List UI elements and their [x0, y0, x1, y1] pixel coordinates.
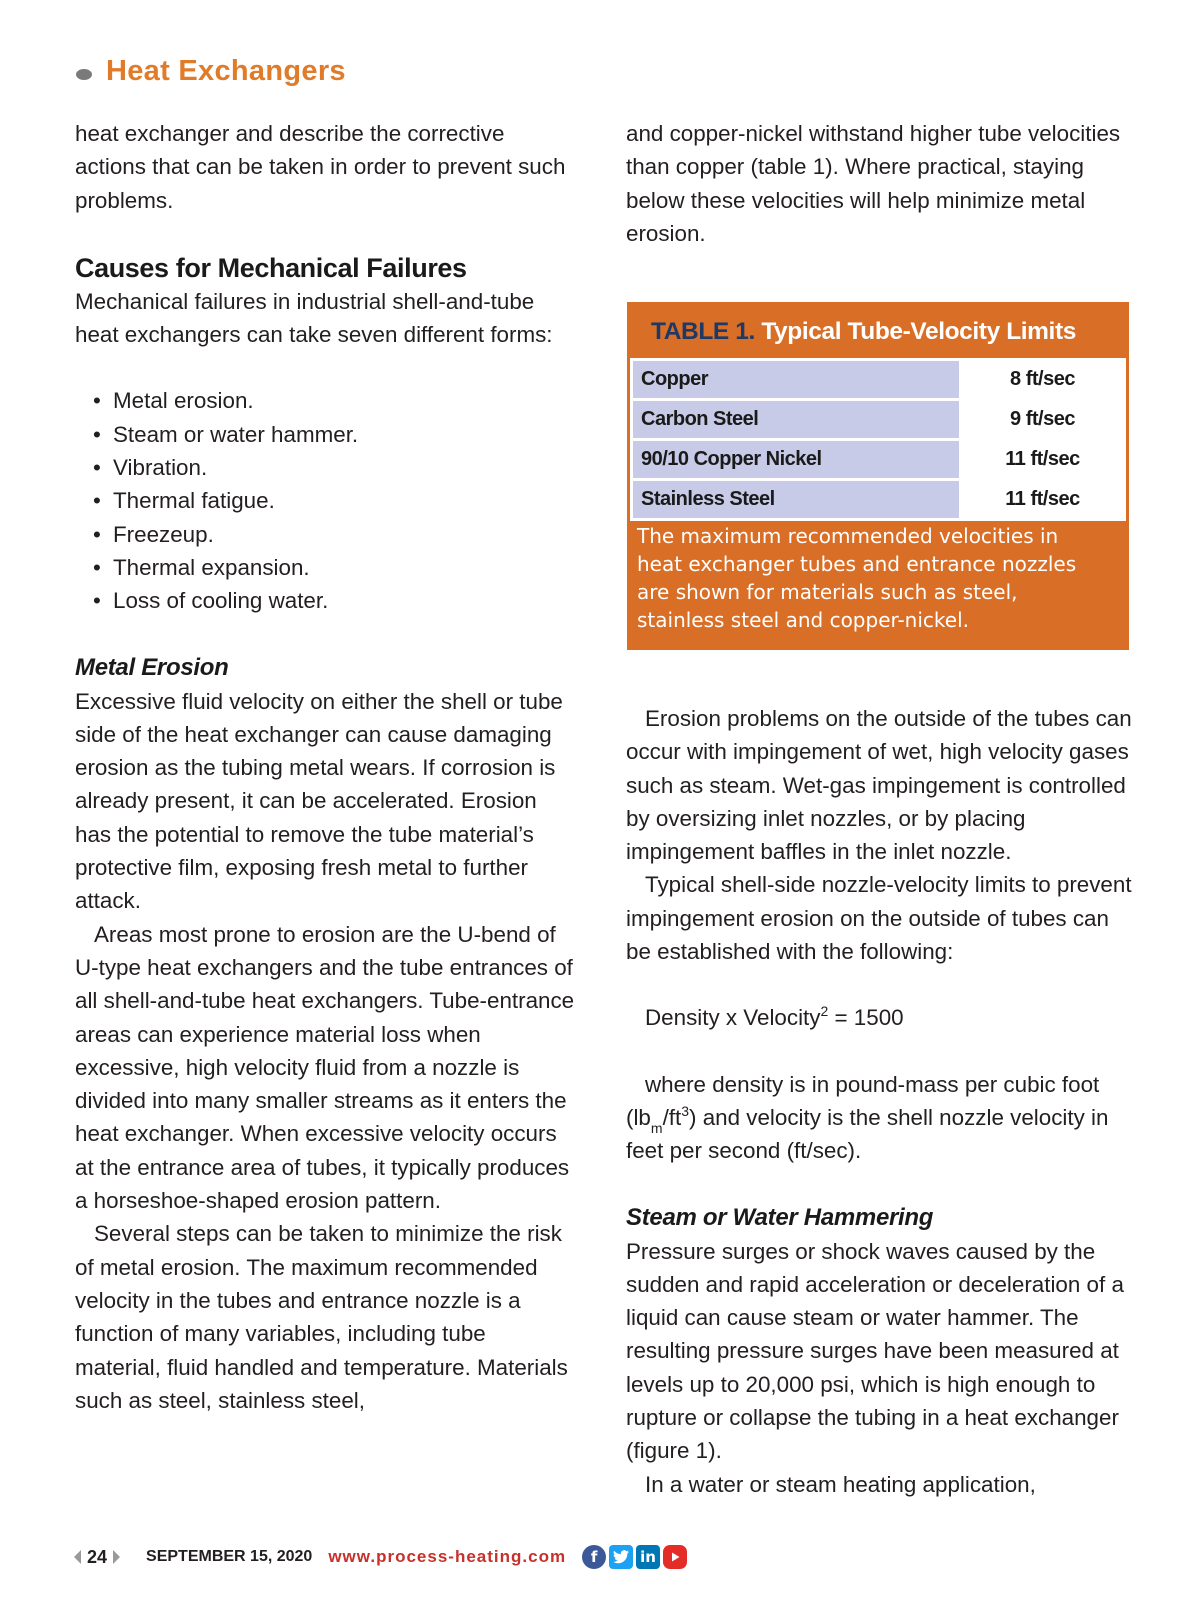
formula-left: Density x Velocity — [645, 1005, 821, 1031]
metal-erosion-heading: Metal Erosion — [75, 653, 229, 681]
explanation-text: ) and velocity is the shell nozzle velocity in feet per second (ft/sec). — [626, 1104, 1109, 1164]
table-row — [632, 440, 1125, 480]
list-item: • Thermal fatigue. — [93, 484, 575, 517]
nozzle-limits-paragraph: Typical shell-side nozzle-velocity limits to prevent impingement erosion on the outside of tubes can be established with the following: — [626, 872, 1132, 965]
list-item: • Vibration. — [93, 451, 575, 484]
table-row — [632, 360, 1125, 400]
table-label-text: Typical Tube-Velocity Limits — [761, 318, 1076, 345]
page-number: 24 — [87, 1546, 108, 1567]
section-header — [76, 55, 346, 88]
linkedin-icon[interactable]: in — [636, 1545, 660, 1569]
material-cell: Carbon Steel — [632, 400, 961, 440]
velocity-cell: 11 ft/sec — [961, 480, 1125, 520]
velocity-cell: 8 ft/sec — [961, 360, 1125, 400]
website-link[interactable]: www.process-heating.com — [328, 1547, 567, 1566]
material-cell: Stainless Steel — [632, 480, 961, 520]
section-title: Heat Exchangers — [106, 55, 346, 87]
formula-explanation — [626, 1068, 1136, 1168]
velocity-cell: 11 ft/sec — [961, 440, 1125, 480]
intro-paragraph: heat exchanger and describe the corrective actions that can be taken in order to prevent such problems. — [75, 121, 566, 213]
causes-paragraph: Mechanical failures in industrial shell-and-tube heat exchangers can take seven different forms: — [75, 288, 553, 348]
left-arrow-icon — [74, 1550, 81, 1564]
formula — [626, 1001, 1136, 1034]
table-title — [651, 318, 1076, 346]
impingement-paragraph: Erosion problems on the outside of the tubes can occur with impingement of wet, high velocity gases such as steam. Wet-gas impingement is controlled by oversizing inlet nozzles, or by placing impingement baffles in the inlet nozzle. — [626, 706, 1132, 865]
page-footer — [74, 1545, 687, 1569]
list-item: • Thermal expansion. — [93, 551, 575, 584]
table-grid — [630, 358, 1126, 521]
list-item: • Metal erosion. — [93, 384, 575, 417]
list-item: • Freezeup. — [93, 518, 575, 551]
material-cell: 90/10 Copper Nickel — [632, 440, 961, 480]
bullet-dot-icon — [76, 69, 92, 80]
formula-right: = 1500 — [828, 1005, 904, 1031]
table-label-number: TABLE 1. — [651, 318, 755, 345]
causes-heading: Causes for Mechanical Failures — [75, 252, 467, 283]
youtube-icon[interactable] — [663, 1545, 687, 1569]
table-row — [632, 480, 1125, 520]
left-column — [75, 117, 575, 1417]
explanation-text: /ft — [662, 1104, 682, 1130]
list-item: • Loss of cooling water. — [93, 584, 575, 617]
facebook-icon[interactable]: f — [582, 1545, 606, 1569]
erosion-paragraph-3: Several steps can be taken to minimize the risk of metal erosion. The maximum recommended velocity in the tubes and entrance nozzle is a function of many variables, including tube material, fluid handled and temperature. Materials such as steel, stainless steel, — [75, 1221, 568, 1413]
formula-exponent: 2 — [820, 1003, 829, 1020]
table-caption: The maximum recommended velocities in heat exchanger tubes and entrance nozzles are shown for materials such as steel, stainless steel and copper-nickel. — [637, 524, 1077, 632]
erosion-paragraph-1: Excessive fluid velocity on either the shell or tube side of the heat exchanger can cause damaging erosion as the tubing metal wears. If corrosion is already present, it can be accelerated. Erosion has the potential to remove the tube material’s protective film, exposing fresh metal to further attack. — [75, 688, 563, 914]
velocity-limits-table — [627, 302, 1129, 650]
material-cell: Copper — [632, 360, 961, 400]
explanation-text: where density is in pound-mass per cubic foot (lb — [626, 1071, 1100, 1130]
social-icons — [582, 1545, 687, 1569]
twitter-icon[interactable] — [609, 1545, 633, 1569]
list-item: • Steam or water hammer. — [93, 418, 575, 451]
issue-date: SEPTEMBER 15, 2020 — [146, 1548, 313, 1565]
erosion-paragraph-2: Areas most prone to erosion are the U-bend of U-type heat exchangers and the tube entrances of all shell-and-tube heat exchangers. Tube-entrance areas can experience material loss when excessive, high velocity fluid from a nozzle is divided into many smaller streams as it enters the heat exchanger. When excessive velocity occurs at the entrance area of tubes, it typically produces a horseshoe-shaped erosion pattern. — [75, 921, 575, 1214]
right-intro-paragraph: and copper-nickel withstand higher tube velocities than copper (table 1). Where practical, staying below these velocities will help minimize metal erosion. — [626, 121, 1121, 246]
hammering-paragraph-1: Pressure surges or shock waves caused by the sudden and rapid acceleration or deceleration of a liquid can cause steam or water hammer. The resulting pressure surges have been measured at levels up to 20,000 psi, which is high enough to rupture or collapse the tubing in a heat exchanger (figure 1). — [626, 1238, 1124, 1464]
velocity-cell: 9 ft/sec — [961, 400, 1125, 440]
failure-forms-list — [75, 384, 575, 617]
right-arrow-icon — [113, 1550, 120, 1564]
right-column-top — [626, 117, 1136, 250]
right-column-bottom — [626, 702, 1136, 1501]
table-row — [632, 400, 1125, 440]
superscript-3: 3 — [681, 1102, 690, 1119]
hammering-paragraph-2: In a water or steam heating application, — [645, 1471, 1036, 1497]
hammering-heading: Steam or Water Hammering — [626, 1203, 934, 1231]
subscript-m: m — [650, 1119, 663, 1136]
